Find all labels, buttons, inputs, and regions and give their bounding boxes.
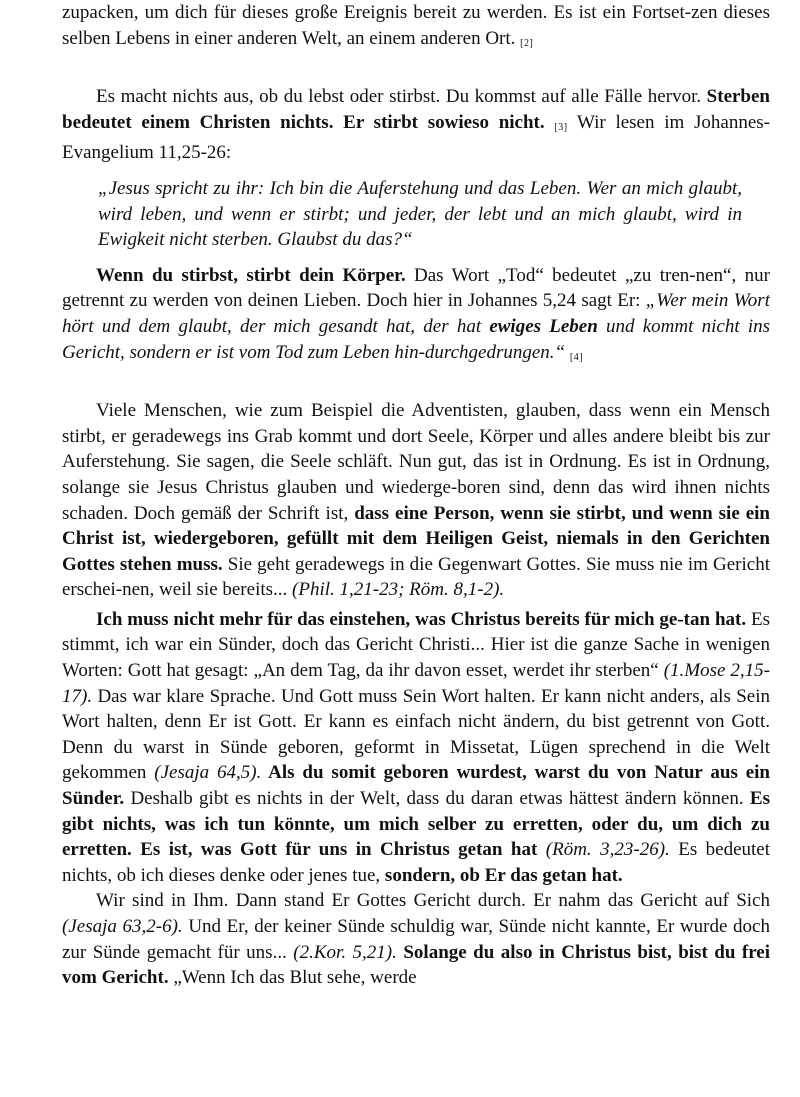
text: Wir sind in Ihm. Dann stand Er Gottes Gericht durch. Er nahm das Gericht auf Sich <box>96 890 770 912</box>
paragraph-3 <box>62 263 770 370</box>
italic-text: (Röm. 3,23-26). <box>537 839 670 861</box>
paragraph-1 <box>62 0 770 56</box>
text: Und Er, der keiner Sünde schuldig war, Sünde nicht kannte, Er wurde doch zur Sünde gemacht für uns... <box>62 916 770 963</box>
document-page <box>62 0 770 991</box>
bold-text: Sterben bedeutet einem Christen nichts. Er stirbt sowieso nicht. <box>62 86 770 133</box>
italic-text: (Jesaja 63,2-6). <box>62 916 183 937</box>
bible-quote: „Jesus spricht zu ihr: Ich bin die Auferstehung und das Leben. Wer an mich glaubt, wird leben, und wenn er stirbt; und jeder, der lebt und an mich glaubt, wird in Ewigkeit nicht sterben. Glaubst du das?“ <box>98 177 742 251</box>
text: Es stimmt, ich war ein Sünder, doch das Gericht Christi... Hier ist die ganze Sache in wenigen Worten: Gott hat gesagt: „An dem Tag, da ihr davon esset, werdet ihr sterben“ <box>62 608 770 682</box>
text: Es macht nichts aus, ob du lebst oder stirbst. Du kommst auf alle Fälle hervor. <box>96 86 707 108</box>
text: Viele Menschen, wie zum Beispiel die Adventisten, glauben, dass wenn ein Mensch stirbt, er geradewegs ins Grab kommt und dort Seele, Körper und alles andere bleibt bis zur Auferstehung. Sie sagen, die Seele schläft. Nun gut, das ist in Ordnung. Es ist in Ordnung, solange sie Jesus Christus glauben und wiederge-boren sind, denn das wird ihnen nichts schaden. Doch gemäß der Schrift ist, <box>62 400 770 524</box>
italic-text: (Jesaja 64,5). <box>154 762 262 784</box>
footnote-ref: [3] <box>554 121 568 133</box>
paragraph-5 <box>62 607 770 889</box>
bold-text: Wenn du stirbst, stirbt dein Körper. <box>96 264 406 286</box>
italic-text: (2.Kor. 5,21). <box>293 941 397 963</box>
text: Das war klare Sprache. Und Gott muss Sein Wort halten. Er kann nicht anders, als Sein Wort halten, denn Er ist Gott. Er kann es einfach nicht ändern, du bist getrennt von Gott. Denn du warst in Sünde geboren, geformt in Missetat, Lügen sprechend in die Welt gekommen <box>62 685 770 784</box>
italic-text: und kommt nicht ins Gericht, sondern er ist vom Tod zum Leben hin-durchgedrungen.“ <box>62 315 770 363</box>
italic-text: „Wer mein Wort hört und dem glaubt, der mich gesandt hat, der hat <box>62 290 770 337</box>
italic-text: (1.Mose 2,15-17). <box>62 660 771 707</box>
bold-text: Solange du also in Christus bist, bist du frei vom Gericht. <box>62 941 770 989</box>
bold-text: Es gibt nichts, was ich tun könnte, um mich selber zu erretten, oder du, um dich zu erretten. Es ist, was Gott für uns in Christus getan hat <box>62 788 770 861</box>
bold-text: Als du somit geboren wurdest, warst du von Natur aus ein Sünder. <box>62 762 770 810</box>
footnote-ref: [2] <box>520 37 534 49</box>
text: Das Wort „Tod“ bedeutet „zu tren-nen“, nur getrennt zu werden von deinen Lieben. Doch hier in Johannes 5,24 sagt Er: <box>62 264 770 312</box>
text: Es bedeutet nichts, ob ich dieses denke oder jenes tue, <box>62 839 771 886</box>
footnote-ref: [4] <box>569 351 584 363</box>
text: Wir lesen im Johannes-Evangelium 11,25-26: <box>62 111 771 164</box>
bold-italic-text: ewiges Leben <box>489 315 598 337</box>
paragraph-6 <box>62 888 770 990</box>
bold-text: Ich muss nicht mehr für das einstehen, was Christus bereits für mich ge-tan hat. <box>96 608 747 630</box>
text: Deshalb gibt es nichts in der Welt, dass du daran etwas hättest ändern können. <box>124 788 750 810</box>
bold-text: sondern, ob Er das getan hat. <box>384 864 623 886</box>
paragraph-2 <box>62 84 770 166</box>
italic-text: (Phil. 1,21-23; Röm. 8,1-2). <box>292 579 505 601</box>
text: Sie geht geradewegs in die Gegenwart Gottes. Sie muss nie im Gericht erschei-nen, weil sie bereits... <box>62 553 770 601</box>
paragraph-4 <box>62 398 770 603</box>
bold-text: dass eine Person, wenn sie stirbt, und wenn sie ein Christ ist, wiedergeboren, gefüllt mit dem Heiligen Geist, niemals in den Gerichten Gottes stehen muss. <box>62 502 770 575</box>
text: zupacken, um dich für dieses große Ereignis bereit zu werden. Es ist ein Fortset-zen dieses selben Lebens in einer anderen Welt, an einem anderen Ort. <box>62 2 770 49</box>
text: „Wenn Ich das Blut sehe, werde <box>168 967 417 989</box>
